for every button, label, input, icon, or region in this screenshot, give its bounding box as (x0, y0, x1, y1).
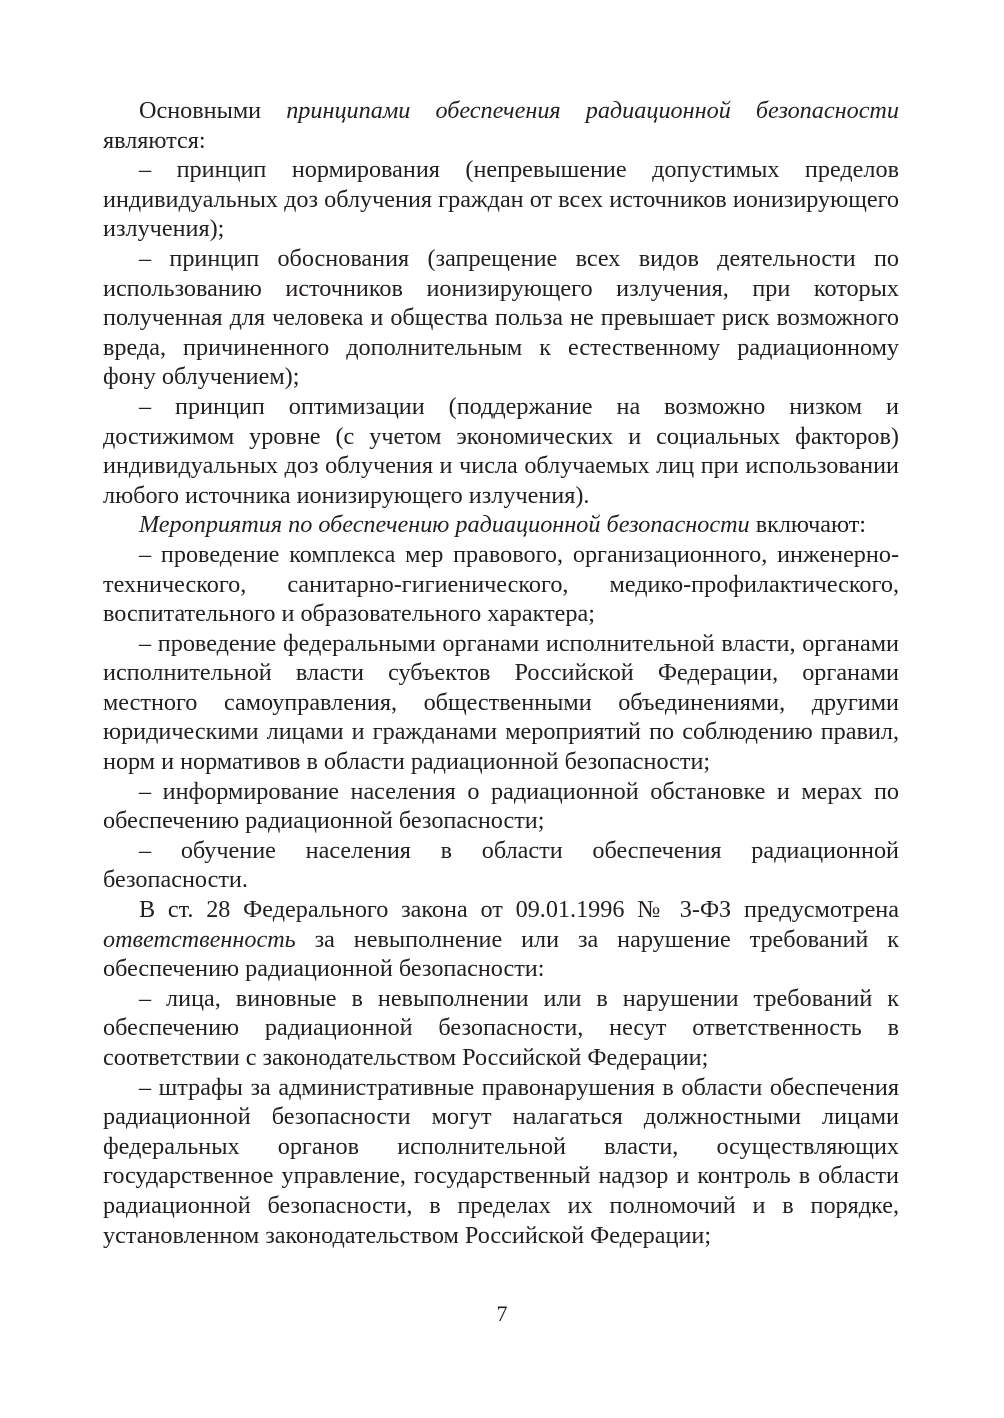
paragraph-principle-norming (103, 155, 899, 244)
paragraph-measure-authorities (103, 629, 899, 777)
text-run: – принцип обоснования (запрещение всех видов деятельности по использованию источников ионизирующего излучения, при которых полученная для человека и общества польза не превышает риск возможного вреда, причиненного дополнительным к естественному радиационному фону облучением); (103, 244, 899, 391)
paragraph-responsibility-intro (103, 895, 899, 984)
text-run: В ст. 28 Федерального закона от 09.01.1996 № 3-ФЗ предусмотрена (139, 896, 899, 924)
text-run: – информирование населения о радиационной обстановке и мерах по обеспечению радиационной безопасности; (103, 777, 899, 835)
paragraph-responsibility-persons (103, 984, 899, 1073)
paragraph-measures-intro (103, 510, 899, 540)
paragraph-principle-justification (103, 244, 899, 392)
text-run-italic: Мероприятия по обеспечению радиационной безопасности (139, 511, 750, 539)
text-run-italic: принципами обеспечения радиационной безопасности (286, 97, 899, 124)
text-run: – лица, виновные в невыполнении или в нарушении требований к обеспечению радиационной безопасности, несут ответственность в соответствии с законодательством Российской Федерации; (103, 984, 899, 1071)
text-run: – проведение федеральными органами исполнительной власти, органами исполнительной власти субъектов Российской Федерации, органами местного самоуправления, общественными объединениями, другими юридическими лицами и гражданами мероприятий по соблюдению правил, норм и нормативов в области радиационной безопасности; (103, 629, 899, 776)
paragraph-measure-complex (103, 540, 899, 629)
text-run: за невыполнение или за нарушение требований к обеспечению радиационной безопасности: (103, 925, 899, 983)
text-run-italic: ответственность (103, 925, 296, 953)
text-run: – штрафы за административные правонарушения в области обеспечения радиационной безопасности могут налагаться должностными лицами федеральных органов исполнительной власти, осуществляющих государственное управление, государственный надзор и контроль в области радиационной безопасности, в пределах их полномочий и в порядке, установленном законодательством Российской Федерации; (103, 1073, 899, 1249)
text-run: включают: (749, 511, 867, 539)
page-body (103, 96, 899, 1250)
page-number: 7 (496, 1301, 508, 1326)
paragraph-measure-informing (103, 777, 899, 836)
paragraph-responsibility-fines (103, 1073, 899, 1251)
text-run: – обучение населения в области обеспечения радиационной безопасности. (103, 836, 899, 894)
paragraph-measure-training (103, 836, 899, 895)
text-run: Основными (139, 97, 287, 124)
text-run: – принцип нормирования (непревышение допустимых пределов индивидуальных доз облучения граждан от всех источников ионизирующего излучения); (103, 156, 899, 243)
text-run: – проведение комплекса мер правового, организационного, инженерно-технического, санитарно-гигиенического, медико-профилактического, воспитательного и образовательного характера; (103, 540, 899, 628)
paragraph-principles-intro (103, 96, 899, 155)
paragraph-principle-optimization (103, 392, 899, 510)
text-run: являются: (103, 126, 206, 154)
text-run: – принцип оптимизации (поддержание на возможно низком и достижимом уровне (с учетом экономических и социальных факторов) индивидуальных доз облучения и числа облучаемых лиц при использовании любого источника ионизирующего излучения). (103, 392, 899, 509)
